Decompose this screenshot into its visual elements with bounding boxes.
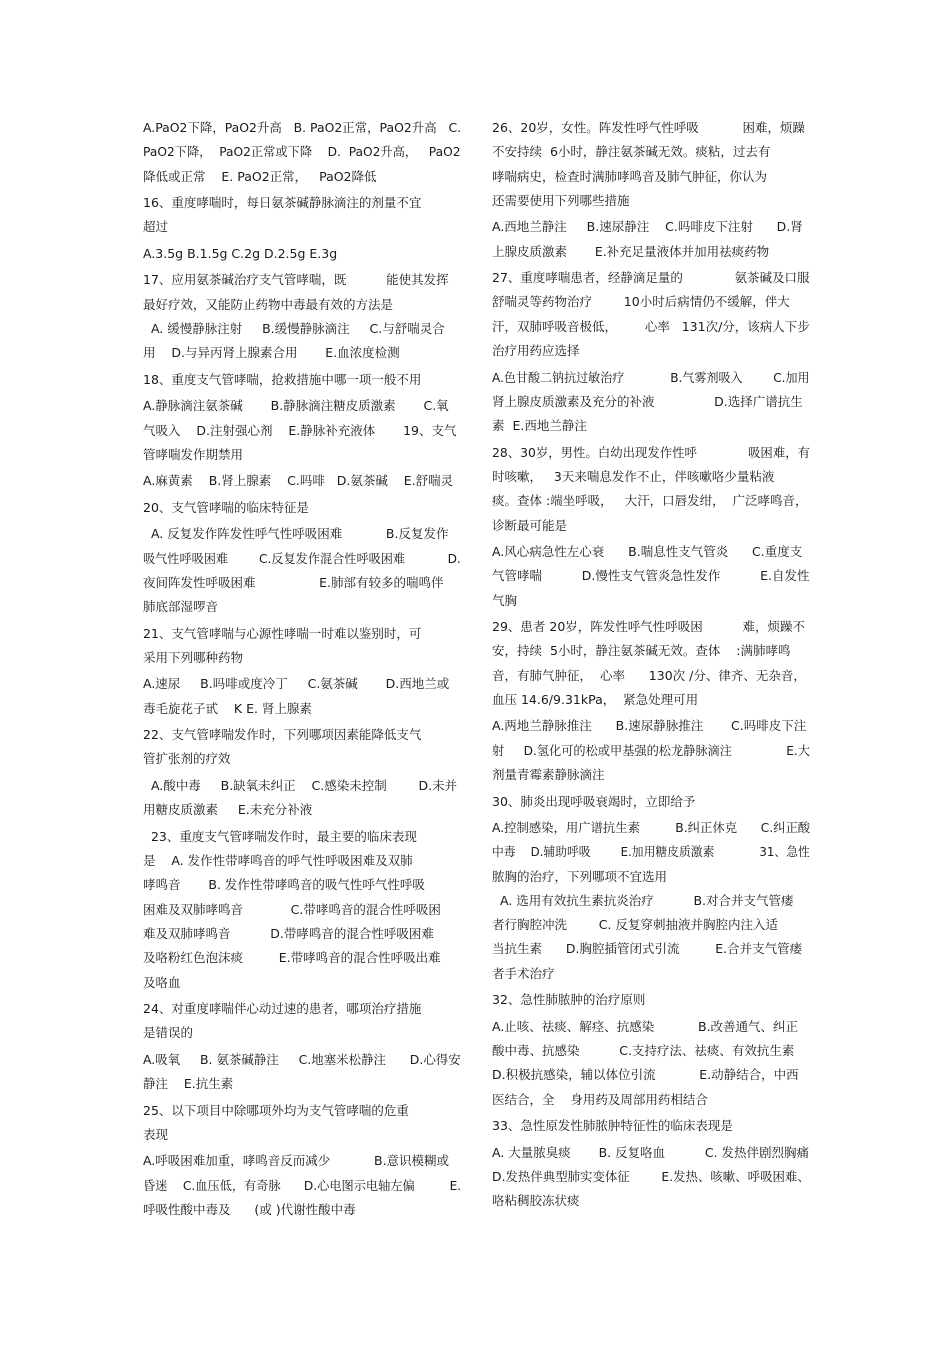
text-line: 肺底部湿啰音 xyxy=(143,599,219,615)
text-line: 25、以下项目中除哪项外均为支气管哮喘的危重 xyxy=(143,1102,409,1118)
text-line: 诊断最可能是 xyxy=(492,517,568,533)
text-line: 18、重度支气管哮喘，抢救措施中哪一项一般不用 xyxy=(143,371,422,387)
text-line: A. 反复发作阵发性呼气性呼吸困难 B.反复发作 xyxy=(143,526,449,542)
text-line: 26、20岁，女性。阵发性呼气性呼吸 困难，烦躁 xyxy=(492,120,806,135)
text-line: A.两地兰静脉推注 B.速尿静脉推注 C.吗啡皮下注 xyxy=(492,718,807,734)
text-line: 静注 E.抗生素 xyxy=(143,1076,234,1092)
text-line: 医结合，全 身用药及周部用药相结合 xyxy=(492,1091,708,1107)
text-line: 中毒 D.辅助呼吸 E.加用糖皮质激素 31、急性 xyxy=(492,844,810,860)
text-line: 24、对重度哮喘伴心动过速的患者，哪项治疗措施 xyxy=(143,1001,422,1017)
text-line: 难及双肺哮鸣音 D.带哮鸣音的混合性呼吸困难 xyxy=(143,925,434,941)
text-line: 血压 14.6/9.31kPa， 紧急处理可用 xyxy=(492,691,699,707)
text-line: 管哮喘发作期禁用 xyxy=(143,446,244,462)
text-line: 治疗用药应选择 xyxy=(492,343,580,359)
text-line: 剂量青霉素静脉滴注 xyxy=(492,767,605,783)
text-line: 降低或正常 E. PaO2正常， PaO2降低 xyxy=(143,168,377,184)
text-line: 及咯血 xyxy=(143,974,181,990)
text-line: 肾上腺皮质激素及充分的补液 D.选择广谱抗生 xyxy=(492,393,803,409)
text-line: 痰。查体 :端坐呼吸， 大汗，口唇发绀， 广泛哮鸣音， xyxy=(492,493,808,509)
text-line: 夜间阵发性呼吸困难 E.肺部有较多的喘鸣伴 xyxy=(143,574,444,590)
text-line: 困难及双肺哮鸣音 C.带哮鸣音的混合性呼吸困 xyxy=(143,901,441,917)
text-line: 还需要使用下列哪些措施 xyxy=(492,192,630,208)
text-line: 用糖皮质激素 E.未充分补液 xyxy=(143,802,313,818)
text-line: A.风心病急性左心衰 B.喘息性支气管炎 C.重度支 xyxy=(492,543,803,559)
text-line: 上腺皮质激素 E.补充足量液体并加用祛痰药物 xyxy=(492,243,770,259)
text-line: 音，有肺气肿征， 心率 130次 /分、律齐、无杂音， xyxy=(492,667,806,683)
text-line: A.3.5g B.1.5g C.2g D.2.5g E.3g xyxy=(143,245,338,261)
text-line: 酸中毒、抗感染 C.支持疗法、祛痰、有效抗生素 xyxy=(492,1043,795,1059)
text-line: 者行胸腔冲洗 C. 反复穿刺抽液并胸腔内注入适 xyxy=(492,917,778,933)
text-line: 最好疗效，又能防止药物中毒最有效的方法是 xyxy=(143,296,394,312)
text-line: 者手术治疗 xyxy=(492,965,555,981)
text-line: A.吸氧 B. 氨茶碱静注 C.地塞米松静注 D.心得安 xyxy=(143,1051,461,1067)
text-line: 27、重度哮喘患者，经静滴足量的 氨茶碱及口服 xyxy=(492,270,810,286)
text-line: 素 E.西地兰静注 xyxy=(492,418,587,434)
text-line: A.控制感染，用广谱抗生素 B.纠正休克 C.纠正酸 xyxy=(492,820,811,835)
text-line: A. 大量脓臭痰 B. 反复咯血 C. 发热伴剧烈胸痛 xyxy=(492,1144,810,1160)
text-line: 脓胸的治疗，下列哪项不宜选用 xyxy=(492,868,668,884)
text-line: 超过 xyxy=(143,219,169,235)
text-line: 28、30岁，男性。白幼出现发作性呼 吸困难，有 xyxy=(492,444,810,460)
text-line: A.西地兰静注 B.速尿静注 C.吗啡皮下注射 D.肾 xyxy=(492,219,803,235)
text-line: 呼吸性酸中毒及 (或 )代谢性酸中毒 xyxy=(143,1201,356,1217)
text-line: D.发热伴典型肺实变体征 E.发热、咳嗽、呼吸困难、 xyxy=(492,1168,810,1184)
text-line: 23、重度支气管哮喘发作时，最主要的临床表现 xyxy=(143,828,417,844)
text-line: 表现 xyxy=(143,1126,169,1142)
text-line: 33、急性原发性肺脓肿特征性的临床表现是 xyxy=(492,1118,733,1134)
text-line: A.静脉滴注氨茶碱 B.静脉滴注糖皮质激素 C.氧 xyxy=(143,398,449,414)
text-line: 21、支气管哮喘与心源性哮喘一时难以鉴别时，可 xyxy=(143,625,422,641)
text-line: 16、重度哮喘时，每日氨茶碱静脉滴注的剂量不宜 xyxy=(143,195,422,211)
text-line: 32、急性肺脓肿的治疗原则 xyxy=(492,992,646,1008)
text-line: A.色甘酸二钠抗过敏治疗 B.气雾剂吸入 C.加用 xyxy=(492,369,810,385)
text-line: 气胸 xyxy=(492,592,518,608)
text-line: A. 缓慢静脉注射 B.缓慢静脉滴注 C.与舒喘灵合 xyxy=(143,320,445,336)
text-line: 气吸入 D.注射强心剂 E.静脉补充液体 19、支气 xyxy=(143,422,457,438)
right-text-column xyxy=(492,116,810,1214)
left-text-column xyxy=(143,116,461,1222)
text-line: 及咯粉红色泡沫痰 E.带哮鸣音的混合性呼吸出难 xyxy=(143,950,441,966)
text-line: 30、肺炎出现呼吸衰竭时，立即给予 xyxy=(492,793,696,809)
text-line: A.速尿 B.吗啡或度冷丁 C.氨茶碱 D.西地兰或 xyxy=(143,676,450,692)
text-line: 17、应用氨茶碱治疗支气管哮喘，既 能使其发挥 xyxy=(143,272,449,288)
text-line: A. 选用有效抗生素抗炎治疗 B.对合并支气管瘘 xyxy=(492,892,794,908)
text-line: PaO2下降， PaO2正常或下降 D. PaO2升高， PaO2 xyxy=(143,144,461,160)
text-line: 是 A. 发作性带哮鸣音的呼气性呼吸困难及双肺 xyxy=(143,853,413,869)
text-line: 舒喘灵等药物治疗 10小时后病情仍不缓解，伴大 xyxy=(492,294,790,310)
text-line: 射 D.氢化可的松或甲基强的松龙静脉滴注 E.大 xyxy=(492,742,810,758)
text-line: 当抗生素 D.胸腔插管闭式引流 E.合并支气管瘘 xyxy=(492,941,803,957)
text-line: 安，持续 5小时，静注氨茶碱无效。查体 :满肺哮鸣 xyxy=(492,643,791,659)
text-line: 哮鸣音 B. 发作性带哮鸣音的吸气性呼气性呼吸 xyxy=(143,877,425,893)
text-line: 22、支气管哮喘发作时，下列哪项因素能降低支气 xyxy=(143,727,422,743)
text-line: 20、支气管哮喘的临床特征是 xyxy=(143,499,309,515)
text-line: 是错误的 xyxy=(143,1025,194,1041)
text-line: 用 D.与异丙肾上腺素合用 E.血浓度检测 xyxy=(143,345,400,361)
text-line: A.止咳、祛痰、解痉、抗感染 B.改善通气、纠正 xyxy=(492,1018,799,1034)
text-line: D.积极抗感染，辅以体位引流 E.动静结合，中西 xyxy=(492,1067,799,1083)
text-line: 咯粘稠胶冻状痰 xyxy=(492,1193,580,1209)
text-line: A.PaO2下降，PaO2升高 B. PaO2正常，PaO2升高 C. xyxy=(143,120,462,135)
text-line: 采用下列哪种药物 xyxy=(143,649,244,665)
text-line: 时咳嗽， 3天来喘息发作不止，伴咳嗽咯少量粘液 xyxy=(492,468,775,484)
text-line: 昏迷 C.血压低，有奇脉 D.心电图示电轴左偏 E. xyxy=(143,1177,462,1193)
text-line: 吸气性呼吸困难 C.反复发作混合性呼吸困难 D. xyxy=(143,550,461,566)
text-line: 毒毛旋花子甙 K E. 肾上腺素 xyxy=(143,700,312,716)
text-line: 29、患者 20岁，阵发性呼气性呼吸困 难，烦躁不 xyxy=(492,619,806,635)
text-line: A.呼吸困难加重，哮鸣音反而减少 B.意识模糊或 xyxy=(143,1153,450,1169)
text-line: 汗，双肺呼吸音极低， 心率 131次/分，该病人下步 xyxy=(492,318,810,334)
text-line: A.酸中毒 B.缺氧未纠正 C.感染未控制 D.未并 xyxy=(143,777,458,793)
text-line: 管扩张剂的疗效 xyxy=(143,751,231,767)
text-line: 哮喘病史，检查时满肺哮鸣音及肺气肿征，你认为 xyxy=(492,168,768,184)
text-line: 不安持续 6小时，静注氨茶碱无效。痰粘，过去有 xyxy=(492,144,771,160)
text-line: A.麻黄素 B.肾上腺素 C.吗啡 D.氨茶碱 E.舒喘灵 xyxy=(143,473,454,489)
text-line: 气管哮喘 D.慢性支气管炎急性发作 E.自发性 xyxy=(492,568,810,584)
